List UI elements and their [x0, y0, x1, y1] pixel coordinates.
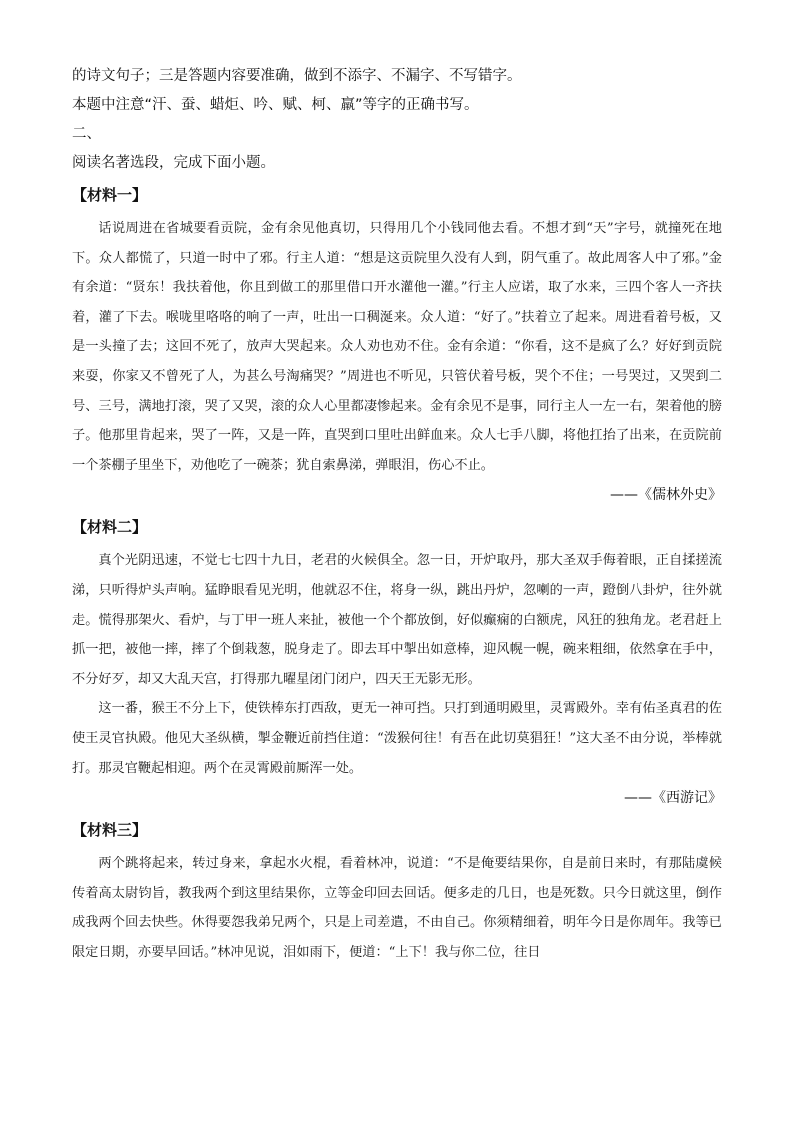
material-2-paragraph-2: 这一番，猴王不分上下，使铁棒东打西敌，更无一神可挡。只打到通明殿里，灵霄殿外。幸有佑圣真君的佐使王灵官执殿。他见大圣纵横，掣金鞭近前挡住道：“泼猴何往！有吾在此切莫猖狂！”这大圣不由分说，举棒就打。那灵官鞭起相迎。两个在灵霄殿前厮浑一处。 [72, 701, 722, 776]
intro-line-1: 的诗文句子；三是答题内容要准确，做到不添字、不漏字、不写错字。 [72, 68, 522, 84]
material-2-source: ——《西游记》 [624, 790, 722, 807]
material-1-source: ——《儒林外史》 [610, 487, 722, 504]
instruction-text: 阅读名著选段，完成下面小题。 [72, 155, 275, 171]
material-2-heading: 【材料二】 [72, 518, 148, 537]
material-3-heading: 【材料三】 [72, 821, 148, 840]
material-1-paragraph: 话说周进在省城要看贡院，金有余见他真切，只得用几个小钱同他去看。不想才到“天”字号，就撞死在地下。众人都慌了，只道一时中了邪。行主人道：“想是这贡院里久没有人到，阴气重了。故此周客人中了邪。”金有余道：“贤东！我扶着他，你且到做工的那里借口开水灌他一灌。”行主人应诺，取了水来，三四个客人一齐扶着，灌了下去。喉咙里咯咯的响了一声，吐出一口稠涎来。众人道：“好了。”扶着立了起来。周进看着号板，又是一头撞了去；这回不死了，放声大哭起来。众人劝也劝不住。金有余道：“你看，这不是疯了么？好好到贡院来耍，你家又不曾死了人，为甚么号淘痛哭？”周进也不听见，只管伏着号板，哭个不住；一号哭过，又哭到二号、三号，满地打滚，哭了又哭，滚的众人心里都凄惨起来。金有余见不是事，同行主人一左一右，架着他的膀子。他那里肯起来，哭了一阵，又是一阵，直哭到口里吐出鲜血来。众人七手八脚，将他扛抬了出来，在贡院前一个茶棚子里坐下，劝他吃了一碗茶；犹自索鼻涕，弹眼泪，伤心不止。 [72, 221, 722, 473]
intro-line-2: 本题中注意“汗、蚕、蜡炬、吟、赋、柯、羸”等字的正确书写。 [72, 97, 479, 113]
material-3-paragraph: 两个跳将起来，转过身来，拿起水火棍，看着林冲，说道：“不是俺要结果你，自是前日来时，有那陆虞候传着高太尉钧旨，教我两个到这里结果你，立等金印回去回话。便多走的几日，也是死数。只今日就这里，倒作成我两个回去快些。休得要怨我弟兄两个，只是上司差遣，不由自己。你须精细着，明年今日是你周年。我等已限定日期，亦要早回话。”林冲见说，泪如雨下，便道：“上下！我与你二位，往日 [72, 856, 722, 960]
section-number: 二、 [72, 126, 101, 142]
material-1-heading: 【材料一】 [72, 186, 148, 204]
material-2-paragraph-1: 真个光阴迅速，不觉七七四十九日，老君的火候俱全。忽一日，开炉取丹，那大圣双手侮着眼，正自揉搓流涕，只听得炉头声响。猛睁眼看见光明，他就忍不住，将身一纵，跳出丹炉，忽喇的一声，蹬倒八卦炉，往外就走。慌得那架火、看炉，与丁甲一班人来扯，被他一个个都放倒，好似癫痫的白额虎，风狂的独角龙。老君赶上抓一把，被他一摔，摔了个倒栽葱，脱身走了。即去耳中掣出如意棒，迎风幌一幌，碗来粗细，依然拿在手中，不分好歹，却又大乱天宫，打得那九曜星闭门闭户，四天王无影无形。 [72, 553, 722, 687]
